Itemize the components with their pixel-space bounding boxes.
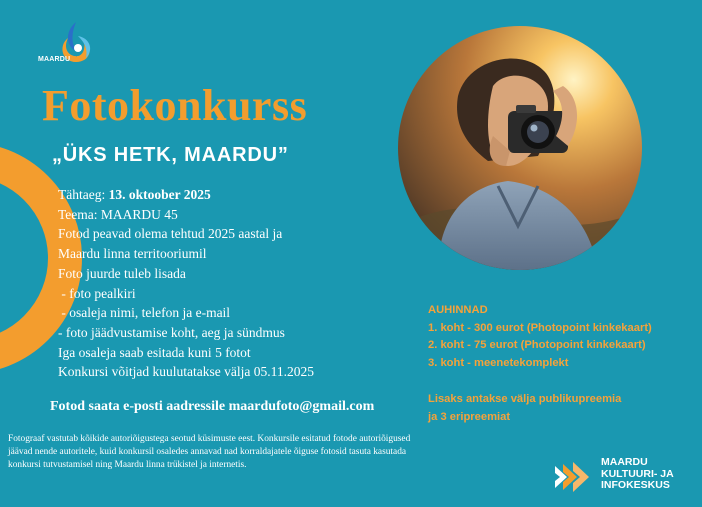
submission-email-line: Fotod saata e-posti aadressile maardufoto@gmail.com	[50, 399, 375, 414]
detail-line: Foto juurde tuleb lisada	[58, 265, 186, 281]
extra-prize-line: Lisaks antakse välja publikupreemia	[428, 393, 622, 405]
extra-prize-line: ja 3 eripreemiat	[428, 410, 511, 423]
prizes-heading: AUHINNAD	[428, 304, 488, 316]
detail-line: - foto pealkiri	[58, 285, 136, 301]
organizer-logo-icon	[553, 460, 595, 494]
detail-line: Konkursi võitjad kuulutatakse välja 05.11.2025	[58, 364, 314, 380]
photographer-illustration-icon	[398, 26, 642, 270]
detail-line: Fotod peavad olema tehtud 2025 aastal ja	[58, 226, 283, 242]
detail-line: Maardu linna territooriumil	[58, 246, 207, 262]
detail-line: - osaleja nimi, telefon ja e-mail	[58, 305, 231, 321]
photographer-photo	[398, 26, 642, 270]
prize-item: 3. koht - meenetekomplekt	[428, 356, 569, 369]
logo-label: MAARDU 45	[38, 56, 81, 63]
contest-subtitle: „ÜKS HETK, MAARDU”	[52, 144, 289, 166]
deadline-line: Tähtaeg: 13. oktoober 2025	[58, 187, 211, 202]
prize-item: 1. koht - 300 eurot (Photopoint kinkekaart)	[428, 321, 652, 334]
copyright-notice: Fotograaf vastutab kõikide autoriõigustega seotud küsimuste eest. Konkursile esitatud fotode autoriõigused jäävad nende autoritele, kuid konkursil osaledes annavad nad korraldajatele õiguse fotosid tasuta kasutada konkursi tutvustamisel ning Maardu linna trükistel ja internetis.	[8, 434, 411, 470]
page-title: Fotokonkurss	[42, 81, 308, 130]
detail-line: Teema: MAARDU 45	[58, 206, 178, 222]
prize-item: 2. koht - 75 eurot (Photopoint kinkekaart)	[428, 339, 646, 351]
detail-line: - foto jäädvustamise koht, aeg ja sündmus	[58, 324, 285, 340]
contest-details	[58, 185, 314, 382]
organizer-name: MAARDU KULTUURI- JA INFOKESKUS	[601, 456, 674, 491]
detail-line: Iga osaleja saab esitada kuni 5 fotot	[58, 344, 251, 360]
prizes-section	[428, 302, 652, 426]
